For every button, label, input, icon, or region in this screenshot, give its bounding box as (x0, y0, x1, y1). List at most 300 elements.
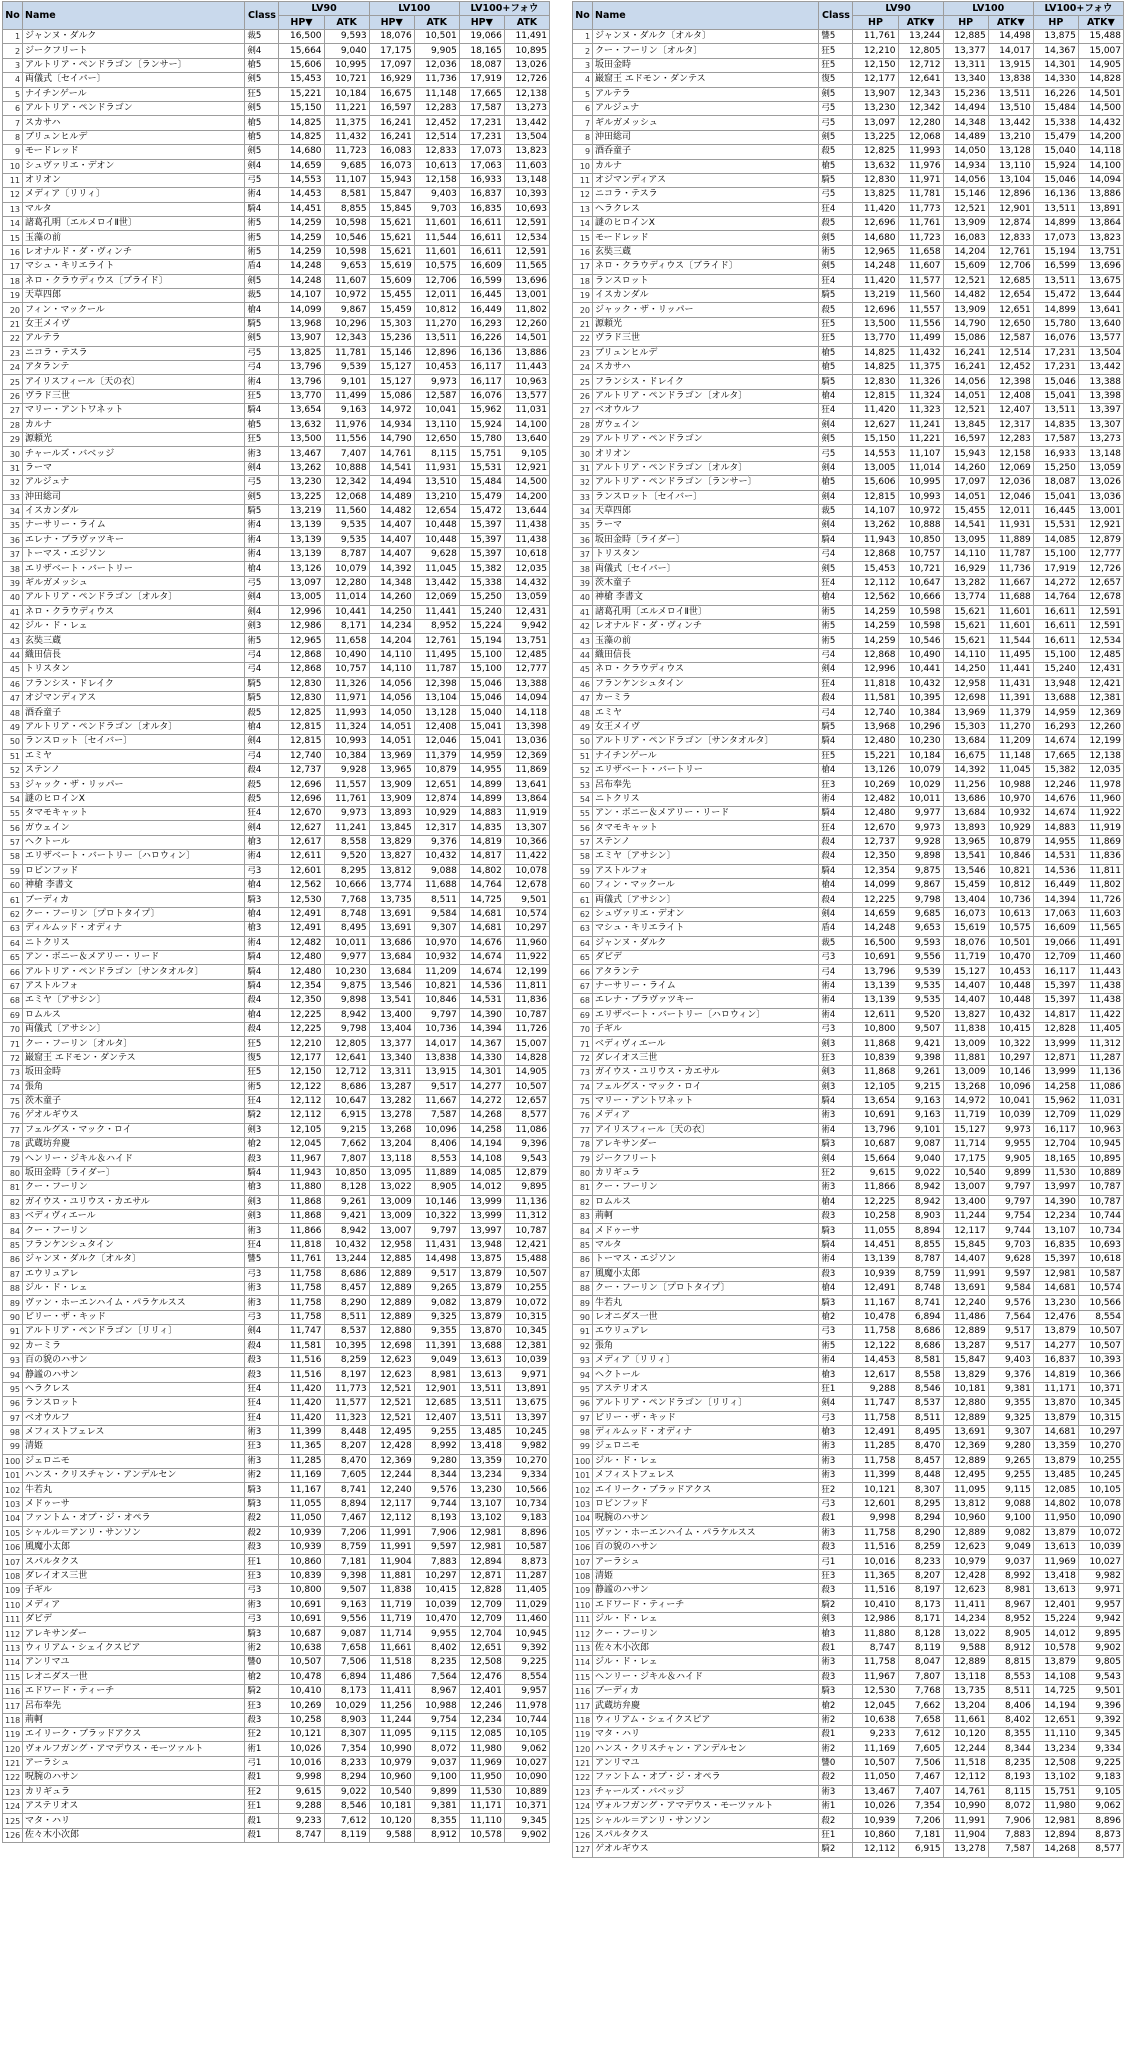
table-row[interactable] (573, 1843, 1124, 1857)
table-row[interactable] (3, 245, 550, 259)
table-row[interactable] (3, 1353, 550, 1367)
table-row[interactable] (573, 375, 1124, 389)
table-row[interactable] (3, 476, 550, 490)
table-row[interactable] (573, 1699, 1124, 1713)
table-row[interactable] (573, 1670, 1124, 1684)
table-row[interactable] (3, 188, 550, 202)
lv100-fou-atk: 9,062 (1078, 1800, 1123, 1814)
table-row[interactable] (573, 1066, 1124, 1080)
table-row[interactable] (573, 1454, 1124, 1468)
table-row[interactable] (573, 231, 1124, 245)
table-row[interactable] (3, 691, 550, 705)
table-row[interactable] (3, 260, 550, 274)
header-no[interactable]: No (573, 2, 593, 30)
table-row[interactable] (573, 1584, 1124, 1598)
table-row[interactable] (3, 101, 550, 115)
table-row[interactable] (573, 620, 1124, 634)
table-row[interactable] (3, 274, 550, 288)
table-row[interactable] (3, 116, 550, 130)
table-row[interactable] (573, 87, 1124, 101)
lv100-fou-atk: 10,734 (1078, 1224, 1123, 1238)
table-row[interactable] (573, 907, 1124, 921)
table-row[interactable] (3, 1310, 550, 1324)
table-row[interactable] (573, 1353, 1124, 1367)
table-row[interactable] (3, 44, 550, 58)
table-row[interactable] (573, 274, 1124, 288)
table-row[interactable] (3, 1800, 550, 1814)
servant-class: 狂4 (819, 821, 853, 835)
table-row[interactable] (573, 1569, 1124, 1583)
table-row[interactable] (573, 648, 1124, 662)
table-row[interactable] (573, 879, 1124, 893)
table-row[interactable] (3, 1238, 550, 1252)
table-row[interactable] (573, 346, 1124, 360)
table-row[interactable] (573, 533, 1124, 547)
table-row[interactable] (3, 778, 550, 792)
table-row[interactable] (573, 1210, 1124, 1224)
table-row[interactable] (573, 303, 1124, 317)
table-row[interactable] (573, 461, 1124, 475)
header-name[interactable]: Name (593, 2, 819, 30)
table-row[interactable] (3, 706, 550, 720)
table-row[interactable] (573, 289, 1124, 303)
lv100-atk: 10,501 (414, 30, 459, 44)
table-row[interactable] (3, 1728, 550, 1742)
table-row[interactable] (573, 1138, 1124, 1152)
table-row[interactable] (573, 706, 1124, 720)
lv100-fou-atk: 14,200 (504, 490, 549, 504)
table-row[interactable] (3, 389, 550, 403)
table-row[interactable] (3, 1785, 550, 1799)
lv100-atk: 9,082 (988, 1526, 1033, 1540)
table-row[interactable] (573, 850, 1124, 864)
table-row[interactable] (573, 1656, 1124, 1670)
table-row[interactable] (3, 490, 550, 504)
table-row[interactable] (573, 145, 1124, 159)
table-row[interactable] (573, 864, 1124, 878)
lv100-fou-atk: 14,118 (1078, 145, 1123, 159)
table-row[interactable] (3, 1325, 550, 1339)
table-row[interactable] (573, 1094, 1124, 1108)
table-row[interactable] (3, 864, 550, 878)
table-row[interactable] (3, 461, 550, 475)
table-row[interactable] (573, 504, 1124, 518)
table-row[interactable] (573, 101, 1124, 115)
table-row[interactable] (573, 1800, 1124, 1814)
table-row[interactable] (3, 893, 550, 907)
table-row[interactable] (3, 332, 550, 346)
table-row[interactable] (573, 591, 1124, 605)
lv100-fou-hp: 15,484 (459, 476, 504, 490)
table-row[interactable] (3, 907, 550, 921)
table-row[interactable] (3, 1037, 550, 1051)
table-row[interactable] (573, 548, 1124, 562)
header-atk-sorted[interactable]: ATK▼ (988, 16, 1033, 30)
table-row[interactable] (573, 576, 1124, 590)
table-row[interactable] (573, 173, 1124, 187)
table-row[interactable] (3, 1598, 550, 1612)
table-row[interactable] (573, 1411, 1124, 1425)
table-row[interactable] (3, 432, 550, 446)
table-row[interactable] (3, 1684, 550, 1698)
table-row[interactable] (3, 202, 550, 216)
header-atk[interactable]: ATK (324, 16, 369, 30)
table-row[interactable] (3, 1627, 550, 1641)
table-row[interactable] (573, 1152, 1124, 1166)
table-row[interactable] (3, 1109, 550, 1123)
table-row[interactable] (573, 1022, 1124, 1036)
table-row[interactable] (3, 289, 550, 303)
table-row[interactable] (3, 1483, 550, 1497)
table-row[interactable] (3, 1224, 550, 1238)
table-row[interactable] (3, 447, 550, 461)
table-row[interactable] (3, 1411, 550, 1425)
table-row[interactable] (3, 677, 550, 691)
lv100-fou-atk: 12,678 (504, 879, 549, 893)
table-row[interactable] (3, 130, 550, 144)
table-row[interactable] (573, 1425, 1124, 1439)
lv90-hp: 11,758 (279, 1267, 324, 1281)
table-row[interactable] (573, 1483, 1124, 1497)
table-row[interactable] (573, 1814, 1124, 1828)
table-row[interactable] (573, 1080, 1124, 1094)
table-row[interactable] (3, 1756, 550, 1770)
table-row[interactable] (573, 663, 1124, 677)
servant-name: ファントム・オブ・ジ・オペラ (23, 1512, 245, 1526)
table-row[interactable] (573, 332, 1124, 346)
table-row[interactable] (573, 1267, 1124, 1281)
table-row[interactable] (573, 735, 1124, 749)
table-row[interactable] (573, 58, 1124, 72)
table-row[interactable] (573, 188, 1124, 202)
table-row[interactable] (573, 490, 1124, 504)
table-row[interactable] (3, 1584, 550, 1598)
table-row[interactable] (3, 1080, 550, 1094)
table-row[interactable] (3, 159, 550, 173)
table-row[interactable] (573, 1123, 1124, 1137)
lv100-hp: 12,889 (369, 1310, 414, 1324)
table-row[interactable] (573, 317, 1124, 331)
table-row[interactable] (573, 1281, 1124, 1295)
table-row[interactable] (573, 691, 1124, 705)
table-row[interactable] (3, 418, 550, 432)
table-row[interactable] (3, 994, 550, 1008)
table-row[interactable] (3, 346, 550, 360)
table-row[interactable] (573, 1713, 1124, 1727)
table-row[interactable] (3, 1022, 550, 1036)
table-row[interactable] (3, 1339, 550, 1353)
table-row[interactable] (573, 965, 1124, 979)
servant-name: ジル・ド・レェ (593, 1454, 819, 1468)
table-row[interactable] (573, 1296, 1124, 1310)
table-row[interactable] (3, 1541, 550, 1555)
table-row[interactable] (3, 1814, 550, 1828)
table-row[interactable] (3, 1699, 550, 1713)
header-atk[interactable]: ATK (504, 16, 549, 30)
table-row[interactable] (573, 360, 1124, 374)
table-row[interactable] (573, 778, 1124, 792)
table-row[interactable] (573, 1008, 1124, 1022)
table-row[interactable] (3, 1123, 550, 1137)
table-row[interactable] (573, 418, 1124, 432)
table-row[interactable] (3, 1051, 550, 1065)
table-row[interactable] (573, 1828, 1124, 1842)
table-sorted-by-atk (572, 1, 1124, 1858)
table-row[interactable] (3, 591, 550, 605)
table-row[interactable] (3, 1656, 550, 1670)
table-row[interactable] (573, 1051, 1124, 1065)
table-row[interactable] (3, 519, 550, 533)
table-row[interactable] (573, 893, 1124, 907)
table-row[interactable] (573, 1771, 1124, 1785)
header-hp[interactable]: HP (853, 16, 898, 30)
table-row[interactable] (573, 1469, 1124, 1483)
table-row[interactable] (3, 648, 550, 662)
table-row[interactable] (3, 303, 550, 317)
table-row[interactable] (3, 30, 550, 44)
table-row[interactable] (573, 1742, 1124, 1756)
table-row[interactable] (573, 677, 1124, 691)
table-row[interactable] (573, 951, 1124, 965)
table-row[interactable] (3, 821, 550, 835)
table-row[interactable] (3, 835, 550, 849)
table-row[interactable] (3, 1181, 550, 1195)
table-row[interactable] (3, 1469, 550, 1483)
table-row[interactable] (3, 1094, 550, 1108)
table-row[interactable] (3, 145, 550, 159)
lv100-fou-hp: 14,899 (459, 792, 504, 806)
table-row[interactable] (3, 1497, 550, 1511)
table-row[interactable] (573, 1368, 1124, 1382)
table-row[interactable] (573, 1382, 1124, 1396)
table-row[interactable] (573, 807, 1124, 821)
table-row[interactable] (573, 1612, 1124, 1626)
table-row[interactable] (3, 173, 550, 187)
table-row[interactable] (3, 605, 550, 619)
table-row[interactable] (3, 533, 550, 547)
table-row[interactable] (573, 1526, 1124, 1540)
table-row[interactable] (3, 576, 550, 590)
table-row[interactable] (3, 1195, 550, 1209)
table-row[interactable] (573, 1310, 1124, 1324)
servant-name: アルトリア・ペンドラゴン〔サンタオルタ〕 (23, 965, 245, 979)
table-row[interactable] (573, 1195, 1124, 1209)
table-row[interactable] (3, 1742, 550, 1756)
header-atk-sorted[interactable]: ATK▼ (1078, 16, 1123, 30)
header-hp-sorted[interactable]: HP▼ (459, 16, 504, 30)
table-row[interactable] (3, 504, 550, 518)
table-row[interactable] (573, 1440, 1124, 1454)
table-row[interactable] (3, 1828, 550, 1842)
lv100-atk: 8,912 (988, 1641, 1033, 1655)
table-row[interactable] (3, 58, 550, 72)
table-row[interactable] (573, 432, 1124, 446)
table-row[interactable] (573, 44, 1124, 58)
table-row[interactable] (3, 1612, 550, 1626)
table-row[interactable] (573, 245, 1124, 259)
table-row[interactable] (3, 663, 550, 677)
table-row[interactable] (3, 922, 550, 936)
table-row[interactable] (573, 519, 1124, 533)
lv90-atk: 11,556 (898, 317, 943, 331)
header-class[interactable]: Class (245, 2, 279, 30)
header-no[interactable]: No (3, 2, 23, 30)
table-row[interactable] (573, 1325, 1124, 1339)
lv90-atk: 9,022 (324, 1785, 369, 1799)
table-row[interactable] (573, 1627, 1124, 1641)
table-row[interactable] (3, 936, 550, 950)
header-name[interactable]: Name (23, 2, 245, 30)
table-row[interactable] (3, 1713, 550, 1727)
table-row[interactable] (3, 792, 550, 806)
table-row[interactable] (573, 1541, 1124, 1555)
table-row[interactable] (573, 979, 1124, 993)
table-row[interactable] (3, 951, 550, 965)
table-row[interactable] (3, 231, 550, 245)
table-row[interactable] (573, 1224, 1124, 1238)
table-row[interactable] (3, 1526, 550, 1540)
table-row[interactable] (573, 1181, 1124, 1195)
table-row[interactable] (573, 1785, 1124, 1799)
table-row[interactable] (573, 720, 1124, 734)
table-row[interactable] (3, 375, 550, 389)
table-row[interactable] (573, 1339, 1124, 1353)
table-row[interactable] (3, 1771, 550, 1785)
lv100-hp: 9,588 (943, 1641, 988, 1655)
table-row[interactable] (3, 1382, 550, 1396)
table-row[interactable] (573, 792, 1124, 806)
lv100-fou-hp: 16,835 (1033, 1238, 1078, 1252)
header-class[interactable]: Class (819, 2, 853, 30)
table-row[interactable] (573, 1037, 1124, 1051)
table-row[interactable] (3, 1008, 550, 1022)
table-row[interactable] (3, 548, 550, 562)
table-row[interactable] (573, 1497, 1124, 1511)
table-row[interactable] (573, 605, 1124, 619)
header-hp[interactable]: HP (943, 16, 988, 30)
table-row[interactable] (573, 922, 1124, 936)
table-row[interactable] (3, 850, 550, 864)
lv100-fou-hp: 13,511 (1033, 404, 1078, 418)
lv90-atk: 10,029 (898, 778, 943, 792)
table-row[interactable] (3, 1066, 550, 1080)
table-row[interactable] (3, 807, 550, 821)
table-row[interactable] (573, 763, 1124, 777)
table-row[interactable] (573, 1555, 1124, 1569)
header-hp-sorted[interactable]: HP▼ (279, 16, 324, 30)
header-hp[interactable]: HP (1033, 16, 1078, 30)
header-hp-sorted[interactable]: HP▼ (369, 16, 414, 30)
servant-name: アルトリア・ペンドラゴン〔リリィ〕 (593, 1397, 819, 1411)
table-row[interactable] (573, 476, 1124, 490)
table-row[interactable] (3, 965, 550, 979)
table-row[interactable] (3, 749, 550, 763)
table-row[interactable] (573, 634, 1124, 648)
table-row[interactable] (3, 87, 550, 101)
lv100-fou-hp: 13,359 (1033, 1440, 1078, 1454)
table-row[interactable] (3, 763, 550, 777)
table-row[interactable] (573, 1598, 1124, 1612)
table-row[interactable] (573, 389, 1124, 403)
table-row[interactable] (3, 1670, 550, 1684)
table-row[interactable] (3, 1166, 550, 1180)
header-atk[interactable]: ATK (414, 16, 459, 30)
table-row[interactable] (3, 217, 550, 231)
table-row[interactable] (573, 30, 1124, 44)
table-row[interactable] (573, 159, 1124, 173)
table-row[interactable] (3, 1454, 550, 1468)
table-row[interactable] (3, 1641, 550, 1655)
table-row[interactable] (573, 116, 1124, 130)
table-row[interactable] (3, 404, 550, 418)
table-row[interactable] (3, 1512, 550, 1526)
table-row[interactable] (3, 1440, 550, 1454)
table-row[interactable] (573, 404, 1124, 418)
lv90-hp: 11,747 (279, 1325, 324, 1339)
table-row[interactable] (3, 735, 550, 749)
table-row[interactable] (573, 130, 1124, 144)
table-row[interactable] (3, 317, 550, 331)
table-row[interactable] (3, 1210, 550, 1224)
table-row[interactable] (3, 562, 550, 576)
table-row[interactable] (573, 1756, 1124, 1770)
table-row[interactable] (573, 1109, 1124, 1123)
table-row[interactable] (573, 202, 1124, 216)
table-row[interactable] (573, 447, 1124, 461)
table-row[interactable] (573, 1512, 1124, 1526)
table-row[interactable] (573, 260, 1124, 274)
table-row[interactable] (3, 1138, 550, 1152)
table-row[interactable] (573, 749, 1124, 763)
table-row[interactable] (3, 1267, 550, 1281)
table-row[interactable] (573, 1238, 1124, 1252)
table-row[interactable] (573, 821, 1124, 835)
table-row[interactable] (573, 1684, 1124, 1698)
table-row[interactable] (3, 979, 550, 993)
servant-name: クー・フーリン (593, 1181, 819, 1195)
table-row[interactable] (3, 1397, 550, 1411)
table-row[interactable] (573, 835, 1124, 849)
table-row[interactable] (3, 879, 550, 893)
table-row[interactable] (3, 634, 550, 648)
table-row[interactable] (573, 1166, 1124, 1180)
table-row[interactable] (3, 1368, 550, 1382)
table-row[interactable] (573, 1397, 1124, 1411)
table-row[interactable] (573, 217, 1124, 231)
table-row[interactable] (573, 1641, 1124, 1655)
table-row[interactable] (3, 73, 550, 87)
table-row[interactable] (3, 1555, 550, 1569)
table-row[interactable] (573, 936, 1124, 950)
table-row[interactable] (3, 720, 550, 734)
table-row[interactable] (3, 1281, 550, 1295)
table-row[interactable] (3, 1296, 550, 1310)
header-atk-sorted[interactable]: ATK▼ (898, 16, 943, 30)
table-row[interactable] (3, 1152, 550, 1166)
table-row[interactable] (3, 1425, 550, 1439)
table-row[interactable] (573, 994, 1124, 1008)
table-row[interactable] (3, 1569, 550, 1583)
table-row[interactable] (573, 562, 1124, 576)
table-row[interactable] (3, 1253, 550, 1267)
servant-name: ニコラ・テスラ (23, 346, 245, 360)
table-row[interactable] (3, 620, 550, 634)
table-row[interactable] (573, 1728, 1124, 1742)
lv90-atk: 11,556 (324, 432, 369, 446)
table-row[interactable] (573, 1253, 1124, 1267)
table-row[interactable] (573, 73, 1124, 87)
table-row[interactable] (3, 360, 550, 374)
